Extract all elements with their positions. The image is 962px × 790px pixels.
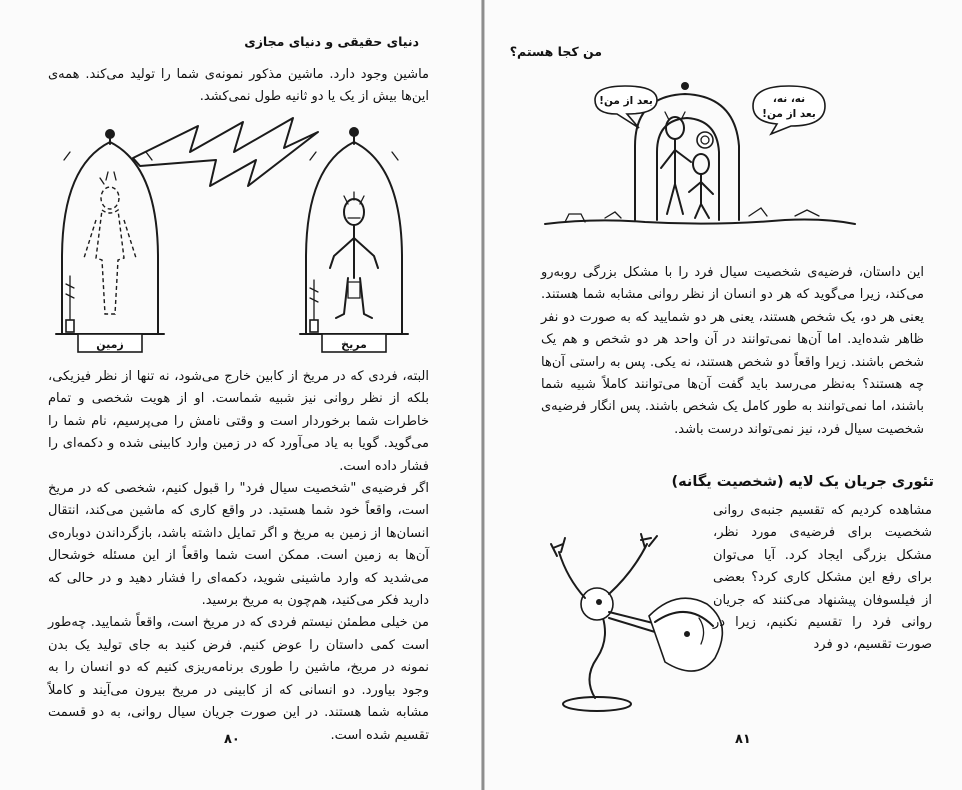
section-body — [713, 500, 932, 657]
page-number: ۸۱ — [735, 732, 751, 747]
top-paragraph — [48, 64, 429, 109]
paragraph: مشاهده کردیم که تقسیم جنبه‌ی روانی شخصیت برای فرضیه‌ی مورد نظر، مشکل بزرگی ایجاد کرد. آیا می‌توان برای رفع این مشکل کاری کرد؟ بعضی از فیلسوفان پیشنهاد می‌کنند که جریان روانی فرد را تقسیم نکنیم، زیرا در صورت تقسیم، دو فرد — [713, 503, 932, 653]
body-text — [541, 262, 924, 441]
page-number: ۸۰ — [224, 732, 240, 747]
label-earth: زمین — [96, 338, 124, 351]
running-head-right: من کجا هستم؟ — [509, 44, 602, 59]
bubble-right-line1: نه، نه، — [772, 93, 806, 105]
running-head-left: دنیای حقیقی و دنیای مجازی — [244, 34, 419, 49]
bubble-left-text: بعد از من! — [599, 95, 653, 107]
lamp-figure-illustration — [537, 508, 737, 718]
doorway-illustration — [535, 76, 865, 246]
page-81 — [484, 0, 962, 790]
section-title: تئوری جریان یک لایه (شخصیت یگانه) — [671, 474, 934, 490]
body-text — [48, 366, 429, 747]
paragraph: این داستان، فرضیه‌ی شخصیت سیال فرد را با مشکل بزرگی روبه‌رو می‌کند، زیرا می‌گوید که هر دو انسان از نظر روانی مشابه شما هستند. یعنی هر دو، یک شخص هستند، یعنی هر دو شمایید که به صورت دو نفر ظاهر شده‌اید. اما آن‌ها نمی‌توانند در آن واحد هر دو شخص و هم یک شخص باشند. زیرا واقعاً دو شخص هستند، نه یکی. پس به راستی آن‌ها چه هستند؟ به‌نظر می‌رسد باید گفت آن‌ها می‌توانند کاملاً شبیه شما باشند، اما نمی‌توانند به طور کامل یک شخص باشند. پس انگار فرضیه‌ی شخصیت سیال فرد، نیز نمی‌تواند درست باشد. — [541, 265, 924, 437]
label-mars: مریخ — [341, 338, 367, 351]
paragraph: ماشین وجود دارد. ماشین مذکور نمونه‌ی شما را تولید می‌کند. همه‌ی این‌ها بیش از یک یا دو ثانیه طول نمی‌کشد. — [48, 67, 429, 105]
paragraph: من خیلی مطمئن نیستم فردی که در مریخ است، واقعاً شمایید. چه‌طور است کمی داستان را عوض کنیم. فرض کنید به جای تولید یک بدن نمونه در مریخ، ماشین را طوری برنامه‌ریزی کنیم که دو انسان را به وجود بیاورد. دو انسانی که از کابینی در مریخ بیرون می‌آیند و کاملاً مشابه شما هستند. در این صورت جریان سیال روانی، به دو قسمت تقسیم شده است. — [48, 615, 429, 743]
teleporter-illustration — [48, 108, 468, 356]
paragraph: اگر فرضیه‌ی "شخصیت سیال فرد" را قبول کنیم، شخصی که در مریخ است، واقعاً خود شما هستید. در واقع کاری که ماشین می‌کند، انتقال انسان‌ها از زمین به مریخ و اگر تمایل داشته باشد، بازگرداندن دوباره‌ی آن‌ها به زمین است. ممکن است شما واقعاً از این مسئله خوشحال می‌شدید که وارد ماشینی شوید، دکمه‌ای را فشار دهید و در حالی که دارید فکر می‌کنید، هم‌چون به مریخ برسید. — [48, 481, 429, 609]
bubble-right-line2: بعد از من! — [762, 108, 816, 120]
paragraph: البته، فردی که در مریخ از کابین خارج می‌شود، نه تنها از نظر فیزیکی، بلکه از نظر روانی نیز شبیه شماست. او از هویت شخصی و تمام خاطرات شما برخوردار است و وقتی نامش را می‌پرسیم، نام شما را می‌گوید. گویا به یاد می‌آورد که در زمین وارد کابینی شده و دکمه‌ای را فشار داده است. — [48, 369, 429, 474]
